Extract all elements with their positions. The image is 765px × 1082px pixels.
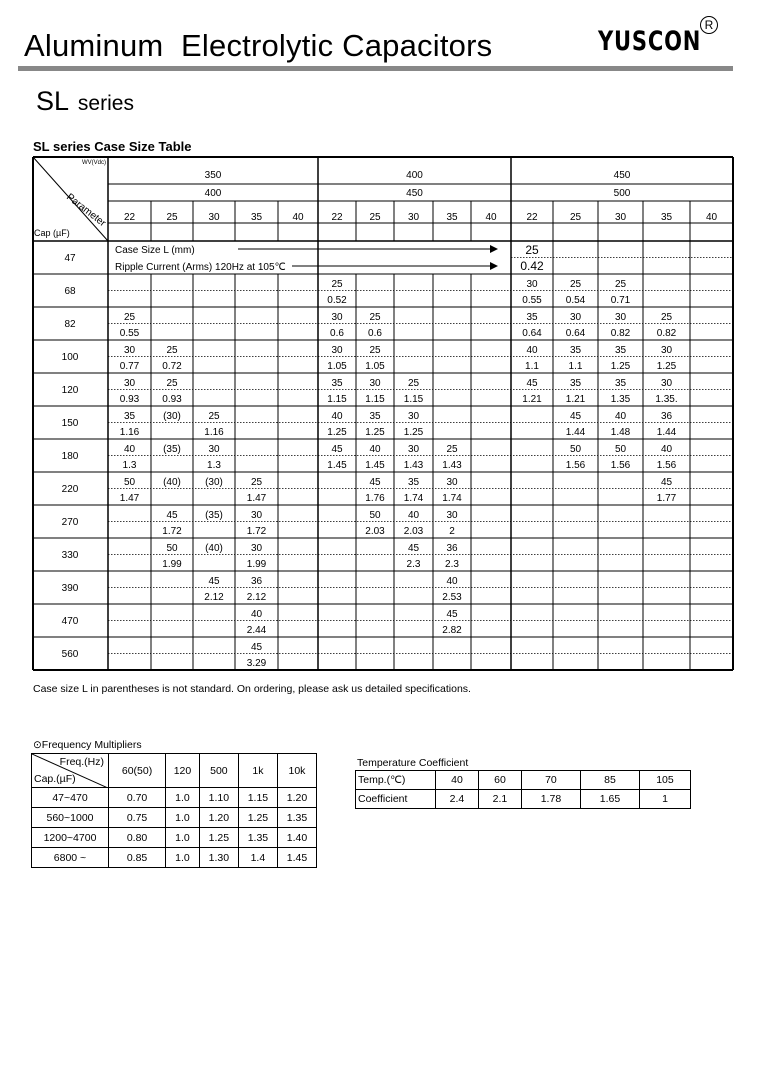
case-size-cell: 45 — [569, 411, 582, 422]
ripple-cell: 1.56 — [610, 460, 631, 471]
diameter-header-cell: 30 — [407, 212, 420, 223]
diameter-header-cell: 30 — [208, 212, 220, 223]
temp-cell: 60 — [478, 771, 521, 790]
case-size-cell: 40 — [614, 411, 627, 422]
case-size-cell: 30 — [446, 510, 458, 521]
case-size-cell: 35 — [614, 378, 627, 389]
ripple-cell: 1.99 — [246, 559, 267, 570]
case-size-cell: 25 — [166, 378, 178, 389]
ripple-cell: 1.76 — [365, 493, 385, 504]
freq-value-cell: 1.0 — [166, 788, 200, 808]
corner-parameter-label: Parameter — [64, 191, 108, 230]
ripple-cell: 1.43 — [403, 460, 424, 471]
case-size-cell: 40 — [407, 510, 420, 521]
case-size-cell: 30 — [331, 345, 343, 356]
case-size-cell: 35 — [526, 312, 538, 323]
temp-coef-row — [356, 790, 691, 809]
case-size-cell: 35 — [569, 378, 582, 389]
case-size-cell: 50 — [569, 444, 582, 455]
case-table-note: Case size L in parentheses is not standard. On ordering, please ask us detailed specifications. — [33, 683, 471, 695]
page-title: Aluminum Electrolytic Capacitors — [24, 28, 493, 63]
ripple-cell: 0.64 — [565, 328, 586, 339]
ripple-cell: 0.42 — [520, 259, 544, 273]
wv-header-cell: 400 — [406, 170, 423, 181]
table-grid — [33, 157, 733, 670]
freq-value-cell: 1.20 — [199, 808, 238, 828]
case-size-cell: 45 — [166, 510, 178, 521]
ripple-cell: 1.15 — [365, 394, 385, 405]
ripple-cell: 2.03 — [403, 526, 424, 537]
case-size-cell: 35 — [407, 477, 420, 488]
ripple-cell: 2.44 — [246, 625, 267, 636]
freq-row — [32, 808, 317, 828]
freq-value-cell: 1.20 — [277, 788, 316, 808]
ripple-cell: 0.64 — [522, 328, 542, 339]
cap-cell: 82 — [64, 319, 76, 330]
ripple-cell: 1.77 — [656, 493, 677, 504]
freq-row — [32, 788, 317, 808]
ripple-cell: 1.1 — [525, 361, 539, 372]
ripple-cell: 1.25 — [327, 427, 347, 438]
case-size-cell: 25 — [614, 279, 627, 290]
ripple-cell: 0.72 — [162, 361, 182, 372]
ripple-cell: 1.74 — [442, 493, 462, 504]
ripple-cell: 1.56 — [656, 460, 677, 471]
coef-cell: 2.1 — [478, 790, 521, 809]
diameter-header-cell: 35 — [446, 212, 458, 223]
freq-value-cell: 1.0 — [166, 848, 200, 868]
freq-cap-cell: 6800 ~ — [32, 848, 109, 868]
case-size-cell: 50 — [166, 543, 178, 554]
freq-header-cell: 10k — [277, 754, 316, 788]
ripple-cell: 1.16 — [204, 427, 224, 438]
case-size-cell: (40) — [163, 477, 181, 488]
ripple-cell: 1.47 — [246, 493, 267, 504]
freq-row — [32, 828, 317, 848]
freq-corner-top: Freq.(Hz) — [59, 756, 104, 768]
case-size-cell: 50 — [123, 477, 136, 488]
ripple-cell: 1.56 — [565, 460, 586, 471]
ripple-cell: 1.3 — [207, 460, 221, 471]
wv-header-cell: 400 — [204, 188, 222, 199]
cap-cell: 100 — [61, 352, 79, 363]
freq-cap-cell: 1200~4700 — [32, 828, 109, 848]
ripple-cell: 2.12 — [204, 592, 224, 603]
diameter-header-cell: 40 — [292, 212, 304, 223]
case-size-cell: 35 — [569, 345, 582, 356]
ripple-cell: 1.99 — [162, 559, 182, 570]
ripple-cell: 1.35. — [655, 394, 678, 405]
diameter-header-cell: 25 — [369, 212, 381, 223]
diameter-header-cell: 40 — [705, 212, 718, 223]
case-size-cell: 45 — [208, 576, 220, 587]
freq-header-row — [32, 754, 317, 788]
case-size-cell: 30 — [250, 543, 263, 554]
case-size-cell: 40 — [369, 444, 381, 455]
cap-cell: 47 — [64, 253, 76, 264]
case-size-cell: 40 — [660, 444, 673, 455]
diameter-header-cell: 22 — [526, 212, 538, 223]
diameter-header-cell: 35 — [660, 212, 673, 223]
case-size-cell: 40 — [331, 411, 343, 422]
case-size-cell: 30 — [660, 345, 673, 356]
case-size-cell: 30 — [407, 444, 420, 455]
legend-ripple: Ripple Current (Arms) 120Hz at 105℃ — [115, 262, 286, 273]
case-size-cell: 50 — [369, 510, 381, 521]
case-size-cell: 25 — [166, 345, 178, 356]
corner-wv-label: WV(Vdc) — [82, 160, 106, 166]
cap-cell: 68 — [64, 286, 76, 297]
freq-value-cell: 1.45 — [277, 848, 316, 868]
case-size-cell: (30) — [205, 477, 223, 488]
freq-value-cell: 1.0 — [166, 808, 200, 828]
diameter-header-cell: 22 — [123, 212, 136, 223]
case-size-cell: 25 — [369, 345, 381, 356]
case-size-cell: 30 — [369, 378, 381, 389]
ripple-cell: 1.25 — [403, 427, 424, 438]
ripple-cell: 1.15 — [327, 394, 347, 405]
diameter-header-cell: 25 — [166, 212, 178, 223]
case-size-cell: 35 — [614, 345, 627, 356]
ripple-cell: 1.74 — [403, 493, 424, 504]
ripple-cell: 1.15 — [403, 394, 424, 405]
ripple-cell: 1.25 — [365, 427, 385, 438]
case-size-cell: 30 — [123, 345, 136, 356]
temp-label-cell: Temp.(℃) — [356, 771, 436, 790]
case-size-cell: 25 — [123, 312, 136, 323]
freq-value-cell: 0.80 — [109, 828, 166, 848]
case-size-cell: 30 — [569, 312, 582, 323]
cap-cell: 180 — [61, 451, 79, 462]
freq-value-cell: 1.30 — [199, 848, 238, 868]
ripple-cell: 0.6 — [368, 328, 382, 339]
case-size-cell: 45 — [660, 477, 673, 488]
ripple-cell: 2.3 — [445, 559, 459, 570]
coef-cell: 2.4 — [436, 790, 479, 809]
ripple-cell: 0.54 — [565, 295, 586, 306]
ripple-cell: 1.47 — [119, 493, 140, 504]
diameter-header-cell: 40 — [485, 212, 497, 223]
diameter-header-cell: 25 — [569, 212, 582, 223]
case-size-cell: 30 — [208, 444, 220, 455]
wv-header-cell: 350 — [204, 170, 222, 181]
coef-cell: 1 — [639, 790, 690, 809]
freq-header-cell: 500 — [199, 754, 238, 788]
ripple-cell: 1.25 — [656, 361, 677, 372]
diameter-header-cell: 30 — [614, 212, 627, 223]
case-size-cell: 30 — [614, 312, 627, 323]
wv-header-cell: 450 — [613, 170, 631, 181]
case-size-cell: (35) — [205, 510, 223, 521]
ripple-cell: 0.93 — [162, 394, 182, 405]
temp-cell: 40 — [436, 771, 479, 790]
freq-header-cell: 120 — [166, 754, 200, 788]
diameter-headers — [124, 212, 718, 223]
case-size-cell: 35 — [123, 411, 136, 422]
freq-header-cell: 60(50) — [109, 754, 166, 788]
brand-logo: YUSCON — [598, 26, 702, 57]
ripple-cell: 0.6 — [330, 328, 344, 339]
case-size-cell: 45 — [369, 477, 381, 488]
case-size-cell: 45 — [250, 642, 263, 653]
ripple-cell: 1.72 — [162, 526, 182, 537]
ripple-cell: 1.35 — [610, 394, 631, 405]
ripple-cell: 1.21 — [565, 394, 586, 405]
case-size-cell: 30 — [250, 510, 263, 521]
freq-value-cell: 1.15 — [238, 788, 277, 808]
case-size-cell: 36 — [446, 543, 458, 554]
freq-value-cell: 1.35 — [277, 808, 316, 828]
case-size-cell: 40 — [123, 444, 136, 455]
case-size-cell: 25 — [525, 243, 539, 257]
case-size-cell: 30 — [660, 378, 673, 389]
case-size-cell: 25 — [331, 279, 343, 290]
case-size-cell: 25 — [208, 411, 220, 422]
freq-value-cell: 1.35 — [238, 828, 277, 848]
freq-value-cell: 1.4 — [238, 848, 277, 868]
freq-corner-cell — [32, 754, 109, 788]
ripple-cell: 0.55 — [119, 328, 140, 339]
case-size-cell: 40 — [526, 345, 538, 356]
temp-cell: 85 — [580, 771, 639, 790]
case-size-cell: 25 — [446, 444, 458, 455]
wv-header-cell: 500 — [613, 188, 631, 199]
freq-header-cell: 1k — [238, 754, 277, 788]
case-size-cell: 45 — [331, 444, 343, 455]
case-size-cell: 25 — [407, 378, 420, 389]
ripple-cell: 2.3 — [406, 559, 421, 570]
cap-cell: 220 — [61, 484, 79, 495]
coef-label-cell: Coefficient — [356, 790, 436, 809]
frequency-table — [31, 753, 317, 868]
ripple-cell: 3.29 — [246, 658, 267, 669]
corner-cap-label: Cap (µF) — [34, 228, 70, 238]
freq-cap-cell: 560~1000 — [32, 808, 109, 828]
ripple-cell: 0.77 — [119, 361, 140, 372]
freq-value-cell: 0.75 — [109, 808, 166, 828]
freq-value-cell: 0.70 — [109, 788, 166, 808]
case-size-cell: 36 — [250, 576, 263, 587]
temp-header-row — [356, 771, 691, 790]
legend-case-size: Case Size L (mm) — [115, 245, 195, 256]
temp-cell: 70 — [521, 771, 580, 790]
ripple-cell: 2.03 — [365, 526, 385, 537]
ripple-cell: 1.44 — [656, 427, 677, 438]
ripple-cell: 1.44 — [565, 427, 586, 438]
cap-cell: 270 — [61, 517, 79, 528]
ripple-cell: 1.45 — [365, 460, 385, 471]
ripple-cell: 0.82 — [610, 328, 631, 339]
ripple-cell: 1.48 — [610, 427, 631, 438]
ripple-cell: 1.3 — [122, 460, 137, 471]
case-size-cell: 25 — [369, 312, 381, 323]
temp-cell: 105 — [639, 771, 690, 790]
freq-value-cell: 0.85 — [109, 848, 166, 868]
temp-title: Temperature Coefficient — [357, 757, 469, 769]
cap-cell: 560 — [61, 649, 79, 660]
cap-cell: 470 — [61, 616, 79, 627]
case-size-cell: 50 — [614, 444, 627, 455]
wv-header-cell: 450 — [406, 188, 423, 199]
ripple-cell: 1.45 — [327, 460, 347, 471]
coef-cell: 1.65 — [580, 790, 639, 809]
case-size-cell: 30 — [331, 312, 343, 323]
case-size-cell: 30 — [526, 279, 538, 290]
case-size-cell: 35 — [331, 378, 343, 389]
ripple-cell: 0.52 — [327, 295, 347, 306]
coef-cell: 1.78 — [521, 790, 580, 809]
case-size-cell: 30 — [446, 477, 458, 488]
ripple-cell: 1.1 — [568, 361, 583, 372]
ripple-cell: 2.12 — [246, 592, 267, 603]
cap-cell: 120 — [61, 385, 79, 396]
ripple-cell: 1.43 — [442, 460, 462, 471]
ripple-cell: 0.82 — [656, 328, 677, 339]
case-size-cell: 40 — [250, 609, 263, 620]
temperature-table — [355, 770, 691, 809]
ripple-cell: 1.72 — [246, 526, 267, 537]
ripple-cell: 1.16 — [119, 427, 140, 438]
freq-cap-cell: 47~470 — [32, 788, 109, 808]
freq-row — [32, 848, 317, 868]
freq-value-cell: 1.25 — [199, 828, 238, 848]
case-size-cell: 30 — [407, 411, 420, 422]
case-size-cell: (35) — [163, 444, 181, 455]
diameter-header-cell: 35 — [250, 212, 263, 223]
case-size-cell: 45 — [526, 378, 538, 389]
case-size-cell: 25 — [660, 312, 673, 323]
case-size-cell: 36 — [660, 411, 673, 422]
case-size-cell: (30) — [163, 411, 181, 422]
case-size-cell: 40 — [446, 576, 458, 587]
freq-value-cell: 1.40 — [277, 828, 316, 848]
freq-value-cell: 1.10 — [199, 788, 238, 808]
ripple-cell: 1.05 — [365, 361, 385, 372]
freq-title: ⊙Frequency Multipliers — [33, 739, 142, 751]
ripple-cell: 1.25 — [610, 361, 631, 372]
series-name: SL — [36, 86, 70, 116]
freq-value-cell: 1.0 — [166, 828, 200, 848]
freq-corner-bottom: Cap.(µF) — [34, 773, 76, 785]
case-size-cell: (40) — [205, 543, 223, 554]
ripple-cell: 1.21 — [522, 394, 542, 405]
freq-value-cell: 1.25 — [238, 808, 277, 828]
cap-cell: 390 — [61, 583, 79, 594]
ripple-cell: 2.82 — [442, 625, 462, 636]
ripple-cell: 2 — [449, 526, 455, 537]
case-size-cell: 25 — [250, 477, 263, 488]
case-size-cell: 25 — [569, 279, 582, 290]
case-size-cell: 45 — [446, 609, 458, 620]
ripple-cell: 1.05 — [327, 361, 347, 372]
case-size-cell: 35 — [369, 411, 381, 422]
cap-cell: 330 — [61, 550, 79, 561]
ripple-cell: 0.93 — [119, 394, 140, 405]
case-size-cell: 45 — [407, 543, 420, 554]
series-suffix: series — [77, 92, 134, 115]
case-table-title: SL series Case Size Table — [33, 139, 192, 154]
ripple-cell: 0.55 — [522, 295, 542, 306]
ripple-cell: 2.53 — [442, 592, 462, 603]
case-size-cell: 30 — [123, 378, 136, 389]
diameter-header-cell: 22 — [331, 212, 343, 223]
ripple-cell: 0.71 — [610, 295, 631, 306]
registered-mark: R — [700, 16, 718, 34]
cap-cell: 150 — [61, 418, 79, 429]
